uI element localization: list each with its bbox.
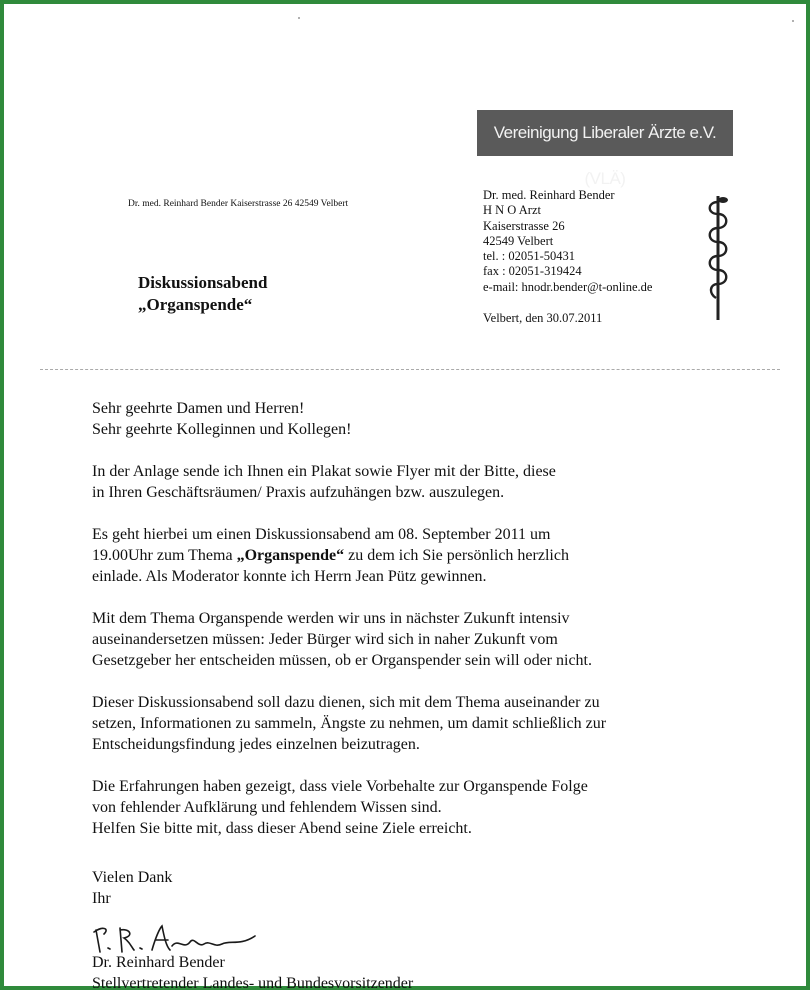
salutation-line-2: Sehr geehrte Kolleginnen und Kollegen! [92, 421, 352, 438]
sender-return-address: Dr. med. Reinhard Bender Kaiserstrasse 26 42549 Velbert [128, 199, 349, 209]
text-line: Helfen Sie bitte mit, dass dieser Abend seine Ziele erreicht. [92, 820, 472, 837]
paragraph-3 [92, 608, 752, 671]
text-line: einlade. Als Moderator konnte ich Herrn Jean Pütz gewinnen. [92, 568, 487, 585]
document-title [138, 272, 267, 316]
signer-name: Dr. Reinhard Bender [92, 954, 225, 971]
letter-body [92, 398, 752, 860]
address-city: 42549 Velbert [483, 233, 554, 248]
closing-line-2: Ihr [92, 890, 111, 907]
paragraph-4 [92, 692, 752, 755]
signer-title: Stellvertretender Landes- und Bundesvorsitzender [92, 975, 414, 992]
closing [92, 867, 172, 909]
paragraph-2 [92, 524, 752, 587]
signer-block [92, 952, 413, 994]
title-line-2: „Organspende“ [138, 295, 253, 314]
text-line: Es geht hierbei um einen Diskussionsabend am 08. September 2011 um [92, 526, 551, 543]
emphasis-topic: „Organspende“ [236, 547, 345, 564]
address-street: Kaiserstrasse 26 [483, 218, 565, 233]
sender-address-block [483, 188, 652, 295]
paragraph-5 [92, 776, 752, 839]
text-line: Mit dem Thema Organspende werden wir uns in nächster Zukunft intensiv [92, 610, 570, 627]
salutation [92, 398, 752, 440]
address-profession: H N O Arzt [483, 203, 541, 218]
aesculapian-staff-icon [701, 190, 735, 322]
organization-banner: Vereinigung Liberaler Ärzte e.V. (VLÄ) [477, 110, 733, 156]
text-line: Gesetzgeber her entscheiden müssen, ob er Organspender sein will oder nicht. [92, 652, 592, 669]
paragraph-1 [92, 461, 752, 503]
scan-speck [792, 20, 794, 22]
scan-speck [298, 17, 300, 19]
text-line: Die Erfahrungen haben gezeigt, dass viele Vorbehalte zur Organspende Folge [92, 778, 588, 795]
closing-line-1: Vielen Dank [92, 869, 173, 886]
text-line: von fehlender Aufklärung und fehlendem Wissen sind. [92, 799, 442, 816]
text-line [92, 545, 752, 566]
text-fragment: 19.00Uhr zum Thema [92, 547, 237, 564]
title-line-1: Diskussionsabend [138, 273, 268, 292]
salutation-line-1: Sehr geehrte Damen und Herren! [92, 400, 305, 417]
address-phone: tel. : 02051-50431 [483, 249, 576, 264]
text-line: setzen, Informationen zu sammeln, Ängste zu nehmen, um damit schließlich zur [92, 715, 607, 732]
letter-date: Velbert, den 30.07.2011 [483, 311, 603, 325]
fold-line [40, 369, 780, 370]
text-line: Dieser Diskussionsabend soll dazu dienen, sich mit dem Thema auseinander zu [92, 694, 600, 711]
text-line: Entscheidungsfindung jedes einzelnen beizutragen. [92, 736, 420, 753]
address-email: e-mail: hnodr.bender@t-online.de [483, 279, 653, 294]
text-line: in Ihren Geschäftsräumen/ Praxis aufzuhängen bzw. auszulegen. [92, 484, 505, 501]
address-name: Dr. med. Reinhard Bender [483, 188, 615, 202]
text-fragment: zu dem ich Sie persönlich herzlich [344, 547, 569, 564]
address-fax: fax : 02051-319424 [483, 264, 582, 279]
text-line: auseinandersetzen müssen: Jeder Bürger wird sich in naher Zukunft vom [92, 631, 558, 648]
text-line: In der Anlage sende ich Ihnen ein Plakat sowie Flyer mit der Bitte, diese [92, 463, 556, 480]
